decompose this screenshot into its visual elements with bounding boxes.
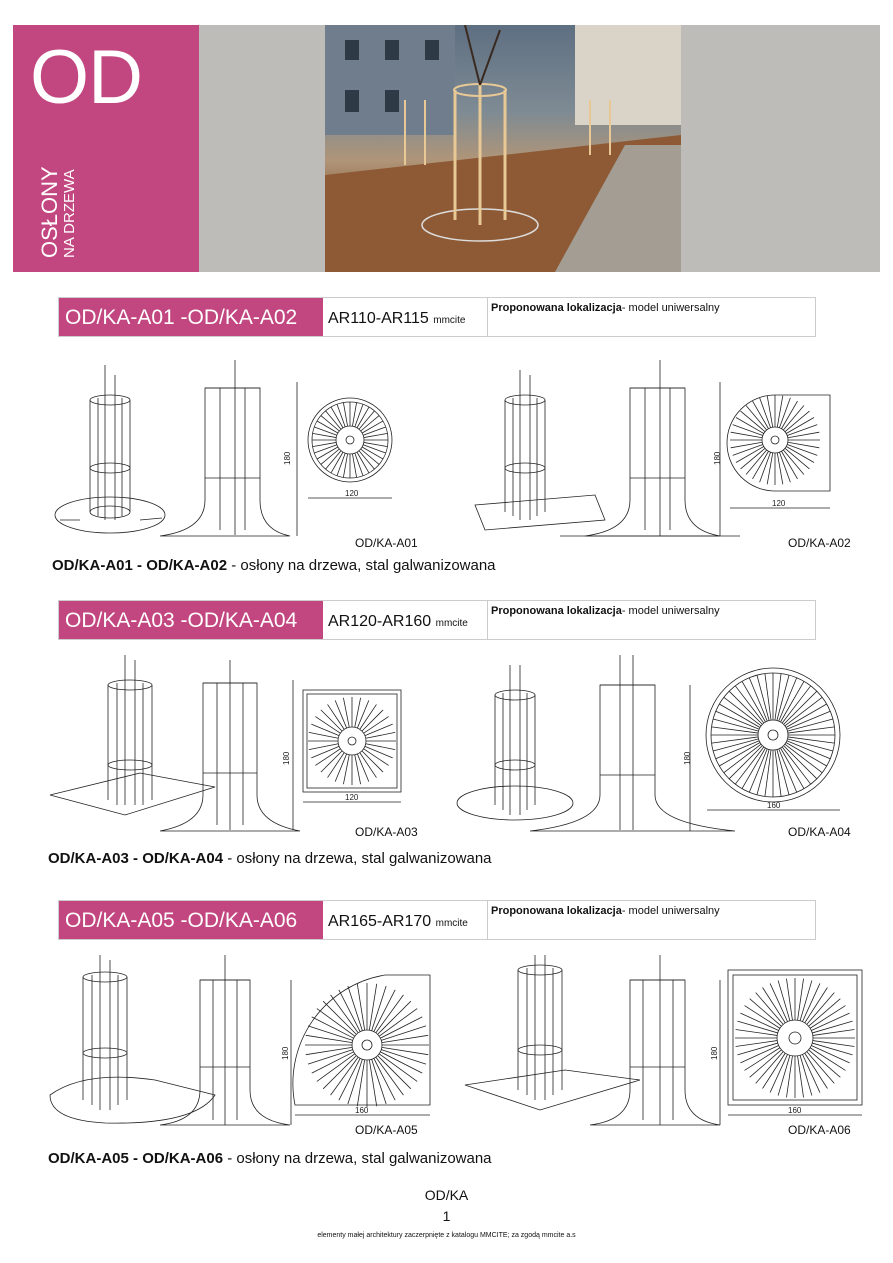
plan-spoke: [788, 727, 835, 733]
plan-spoke: [736, 1029, 778, 1035]
plan-spoke: [809, 999, 841, 1027]
section-1-range: [323, 298, 488, 336]
plan-spoke: [767, 453, 773, 485]
plan-spoke: [777, 453, 783, 485]
section-1-caption-b: OD/KA-A02: [146, 557, 228, 574]
header-photo-illustration: [325, 25, 681, 272]
plan-spoke: [798, 979, 804, 1021]
section-2-left-height: 180: [282, 751, 291, 765]
drawing-a03-elevation: [160, 660, 300, 831]
drawing-a03-perspective: [50, 655, 215, 815]
section-2-caption-rest: - osłony na drzewa, stal galwanizowana: [223, 850, 492, 867]
section-3-location-label: Proponowana lokalizacja: [491, 905, 622, 917]
plan-spoke: [731, 432, 763, 438]
section-1-location: [491, 302, 720, 314]
plan-spoke: [323, 1001, 356, 1034]
plan-spoke: [767, 396, 773, 428]
page-title: OD: [30, 35, 142, 120]
vertical-subtitle-line1: OSŁONY: [37, 166, 62, 258]
section-1-left-height: 180: [283, 451, 292, 465]
header-grey-block-right: [681, 25, 880, 272]
section-3-right-width: 160: [788, 1106, 802, 1115]
plan-spoke: [788, 442, 820, 448]
plan-spoke: [712, 737, 759, 743]
plan-spoke: [787, 739, 832, 751]
section-2-range-value: AR120-AR160: [328, 613, 432, 630]
section-2-location-value: - model uniwersalny: [621, 605, 720, 617]
section-2-drawings: [45, 655, 885, 840]
section-2-code: OD/KA-A03 -OD/KA-A04: [59, 601, 323, 639]
section-2-location: [491, 605, 720, 617]
plan-spoke: [779, 678, 797, 721]
section-2-caption-b: OD/KA-A04: [142, 850, 224, 867]
drawing-a02-perspective: [475, 370, 605, 530]
plan-spoke: [750, 999, 782, 1027]
section-3-caption-a: OD/KA-A05 -: [48, 1150, 143, 1167]
plan-spoke: [787, 711, 830, 729]
plan-spoke: [786, 1056, 792, 1098]
plan-spoke: [369, 1060, 376, 1106]
plan-spoke: [757, 749, 769, 794]
section-1-right-height: 180: [713, 451, 722, 465]
plan-spoke: [716, 741, 759, 759]
section-1-location-value: - model uniwersalny: [621, 302, 720, 314]
section-1-left-width: 120: [345, 489, 359, 498]
header-grey-block-left: [199, 25, 325, 272]
plan-spoke: [357, 1060, 364, 1106]
drawing-a01-elevation: [160, 360, 290, 536]
section-3-left-width: 160: [355, 1106, 369, 1115]
footer-code: OD/KA: [424, 1187, 469, 1203]
section-1-right-width: 120: [772, 499, 786, 508]
section-1-drawings: [50, 360, 890, 550]
plan-spoke: [813, 1041, 855, 1047]
plan-spoke: [362, 751, 383, 772]
plan-spoke: [788, 432, 820, 438]
drawing-a05-elevation: [160, 955, 290, 1125]
section-1-left-model: OD/KA-A01: [355, 536, 418, 550]
plan-spoke: [713, 719, 758, 731]
plan-spoke: [369, 984, 376, 1030]
plan-spoke: [308, 1026, 353, 1041]
plan-spoke: [308, 1050, 353, 1065]
section-3-caption-rest: - osłony na drzewa, stal galwanizowana: [223, 1150, 492, 1167]
plan-spoke: [750, 1050, 782, 1078]
section-2-range: [323, 601, 488, 639]
section-3-left-height: 180: [281, 1046, 290, 1060]
plan-spoke: [321, 710, 342, 731]
section-1-code: OD/KA-A01 -OD/KA-A02: [59, 298, 323, 336]
plan-spoke: [372, 1059, 387, 1104]
plan-spoke: [306, 1035, 352, 1042]
plan-spoke: [348, 1059, 363, 1104]
plan-spoke: [777, 675, 789, 720]
plan-spoke: [382, 1035, 428, 1042]
footer-note: elementy małej architektury zaczerpnięte z katalogu MMCITE; za zgodą mmcite a.s: [317, 1232, 576, 1239]
plan-spoke: [777, 749, 789, 794]
vertical-subtitle: [38, 166, 78, 258]
plan-spoke: [807, 993, 835, 1025]
section-3-caption: [48, 1150, 492, 1167]
section-3-header-bar: [58, 900, 816, 940]
section-2-caption: [48, 850, 492, 867]
section-2-left-width: 120: [345, 793, 359, 802]
plan-spoke: [813, 1029, 855, 1035]
section-2-right-width: 160: [767, 801, 781, 810]
plan-spoke: [756, 1052, 784, 1084]
section-1-header-bar: [58, 297, 816, 337]
plan-spoke: [757, 675, 769, 720]
plan-spoke: [788, 737, 835, 743]
drawing-a05-perspective: [50, 955, 215, 1123]
section-3-range: [323, 901, 488, 939]
drawing-a02-elevation: [585, 360, 720, 536]
section-2-brand: mmcite: [435, 618, 468, 629]
plan-spoke: [378, 1001, 411, 1034]
section-3-right-model: OD/KA-A06: [788, 1123, 851, 1137]
plan-spoke: [798, 1056, 804, 1098]
section-1-right-model: OD/KA-A02: [788, 536, 851, 550]
section-2-header-bar: [58, 600, 816, 640]
plan-spoke: [321, 751, 342, 772]
plan-spoke: [357, 984, 364, 1030]
vertical-subtitle-line2: NA DRZEWA: [61, 169, 78, 258]
section-3-right-height: 180: [710, 1046, 719, 1060]
section-2-left-model: OD/KA-A03: [355, 825, 418, 839]
section-3-location: [491, 905, 720, 917]
plan-spoke: [381, 1050, 426, 1065]
section-2-caption-a: OD/KA-A03 -: [48, 850, 143, 867]
plan-spoke: [749, 678, 767, 721]
plan-spoke: [749, 749, 767, 792]
plan-spoke: [731, 442, 763, 448]
section-3-location-value: - model uniwersalny: [621, 905, 720, 917]
plan-spoke: [348, 986, 363, 1031]
drawing-a01-perspective: [55, 365, 165, 533]
drawing-a06-elevation: [590, 955, 720, 1125]
plan-spoke: [786, 979, 792, 1021]
drawing-a02-plan: [727, 395, 830, 491]
plan-spoke: [809, 1050, 841, 1078]
drawing-a06-perspective: [465, 955, 640, 1110]
plan-spoke: [736, 1041, 778, 1047]
section-2-right-model: OD/KA-A04: [788, 825, 851, 839]
section-3-code: OD/KA-A05 -OD/KA-A06: [59, 901, 323, 939]
plan-spoke: [378, 1056, 411, 1089]
section-1-location-label: Proponowana lokalizacja: [491, 302, 622, 314]
plan-spoke: [372, 986, 387, 1031]
plan-spoke: [765, 674, 771, 721]
section-3-range-value: AR165-AR170: [328, 913, 432, 930]
section-3-drawings: [45, 955, 885, 1130]
plan-spoke: [712, 727, 759, 733]
plan-spoke: [756, 993, 784, 1025]
drawing-a05-plan: [293, 975, 430, 1105]
plan-spoke: [381, 1026, 426, 1041]
plan-spoke: [382, 1047, 428, 1054]
plan-spoke: [779, 749, 797, 792]
plan-spoke: [807, 1052, 835, 1084]
page-number: 1: [442, 1208, 451, 1224]
section-1-caption: [52, 557, 496, 574]
plan-spoke: [765, 750, 771, 797]
plan-spoke: [716, 711, 759, 729]
drawing-a04-perspective: [457, 665, 573, 820]
plan-spoke: [777, 396, 783, 428]
plan-spoke: [775, 750, 781, 797]
section-1-range-value: AR110-AR115: [328, 310, 429, 327]
section-1-caption-rest: - osłony na drzewa, stal galwanizowana: [227, 557, 496, 574]
header-photo: [325, 25, 681, 272]
plan-spoke: [787, 719, 832, 731]
drawing-a04-elevation: [530, 655, 735, 831]
section-1-caption-a: OD/KA-A01 -: [52, 557, 147, 574]
plan-spoke: [775, 674, 781, 721]
section-1-brand: mmcite: [433, 315, 466, 326]
plan-spoke: [787, 741, 830, 759]
plan-spoke: [362, 710, 383, 731]
section-2-right-height: 180: [683, 751, 692, 765]
section-3-brand: mmcite: [435, 918, 468, 929]
section-2-location-label: Proponowana lokalizacja: [491, 605, 622, 617]
section-3-caption-b: OD/KA-A06: [142, 1150, 224, 1167]
plan-spoke: [713, 739, 758, 751]
plan-spoke: [306, 1047, 352, 1054]
plan-spoke: [323, 1056, 356, 1089]
section-3-left-model: OD/KA-A05: [355, 1123, 418, 1137]
